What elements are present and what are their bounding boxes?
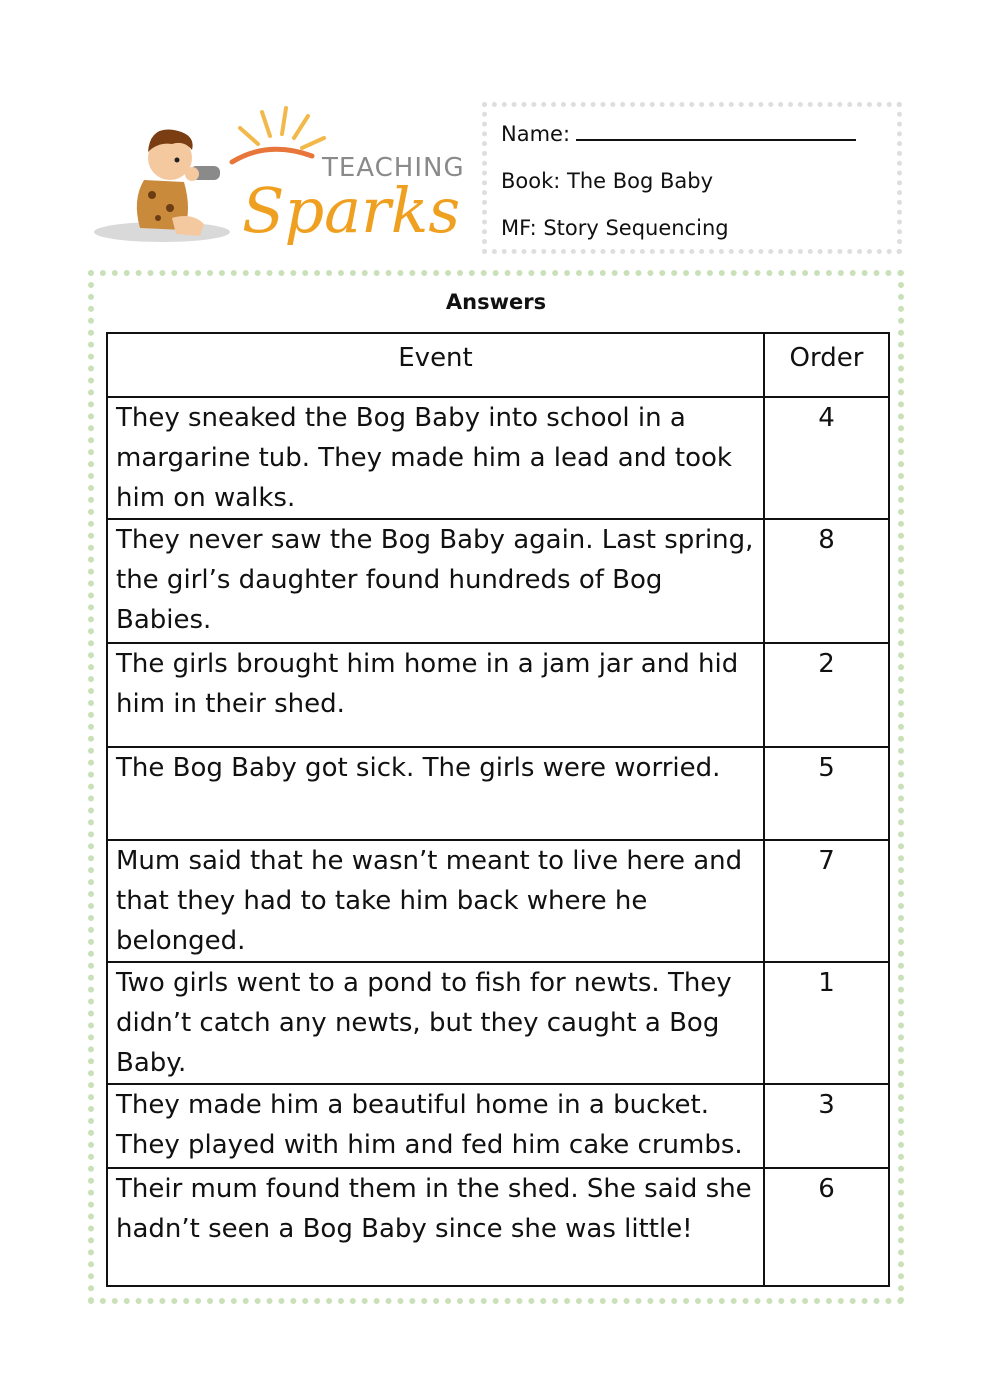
table-row	[107, 1084, 889, 1168]
event-column-header: Event	[107, 333, 764, 397]
book-line: Book: The Bog Baby	[501, 169, 714, 193]
order-column-header: Order	[764, 333, 889, 397]
order-cell: 4	[764, 397, 889, 519]
table-row	[107, 519, 889, 643]
student-info-box	[482, 102, 902, 254]
name-label: Name:	[501, 122, 571, 146]
event-cell: Two girls went to a pond to fish for newts. They didn’t catch any newts, but they caught a Bog Baby.	[107, 962, 764, 1084]
event-cell: They sneaked the Bog Baby into school in a margarine tub. They made him a lead and took him on walks.	[107, 397, 764, 519]
order-cell: 1	[764, 962, 889, 1084]
name-blank[interactable]	[576, 120, 856, 141]
table-row	[107, 747, 889, 840]
event-cell: Mum said that he wasn’t meant to live here and that they had to take him back where he belonged.	[107, 840, 764, 962]
event-cell: The Bog Baby got sick. The girls were worried.	[107, 747, 764, 840]
mf-line: MF: Story Sequencing	[501, 216, 729, 240]
caveman-mascot-icon	[92, 100, 472, 250]
order-cell: 6	[764, 1168, 889, 1286]
event-cell: They never saw the Bog Baby again. Last spring, the girl’s daughter found hundreds of Bog Babies.	[107, 519, 764, 643]
answers-frame	[88, 270, 904, 1304]
table-row	[107, 397, 889, 519]
event-cell: Their mum found them in the shed. She said she hadn’t seen a Bog Baby since she was little!	[107, 1168, 764, 1286]
event-cell: They made him a beautiful home in a bucket. They played with him and fed him cake crumbs.	[107, 1084, 764, 1168]
logo-sparks-text: Sparks	[242, 174, 461, 247]
order-cell: 3	[764, 1084, 889, 1168]
answers-title: Answers	[445, 290, 547, 314]
teaching-sparks-logo	[92, 100, 472, 250]
order-cell: 8	[764, 519, 889, 643]
events-table	[106, 332, 890, 1287]
event-cell: The girls brought him home in a jam jar and hid him in their shed.	[107, 643, 764, 747]
table-row	[107, 1168, 889, 1286]
table-header-row	[107, 333, 889, 397]
order-cell: 2	[764, 643, 889, 747]
name-line	[501, 119, 897, 166]
table-row	[107, 643, 889, 747]
logo-teaching-text: TEACHING	[322, 153, 465, 183]
order-cell: 7	[764, 840, 889, 962]
table-row	[107, 962, 889, 1084]
order-cell: 5	[764, 747, 889, 840]
table-row	[107, 840, 889, 962]
